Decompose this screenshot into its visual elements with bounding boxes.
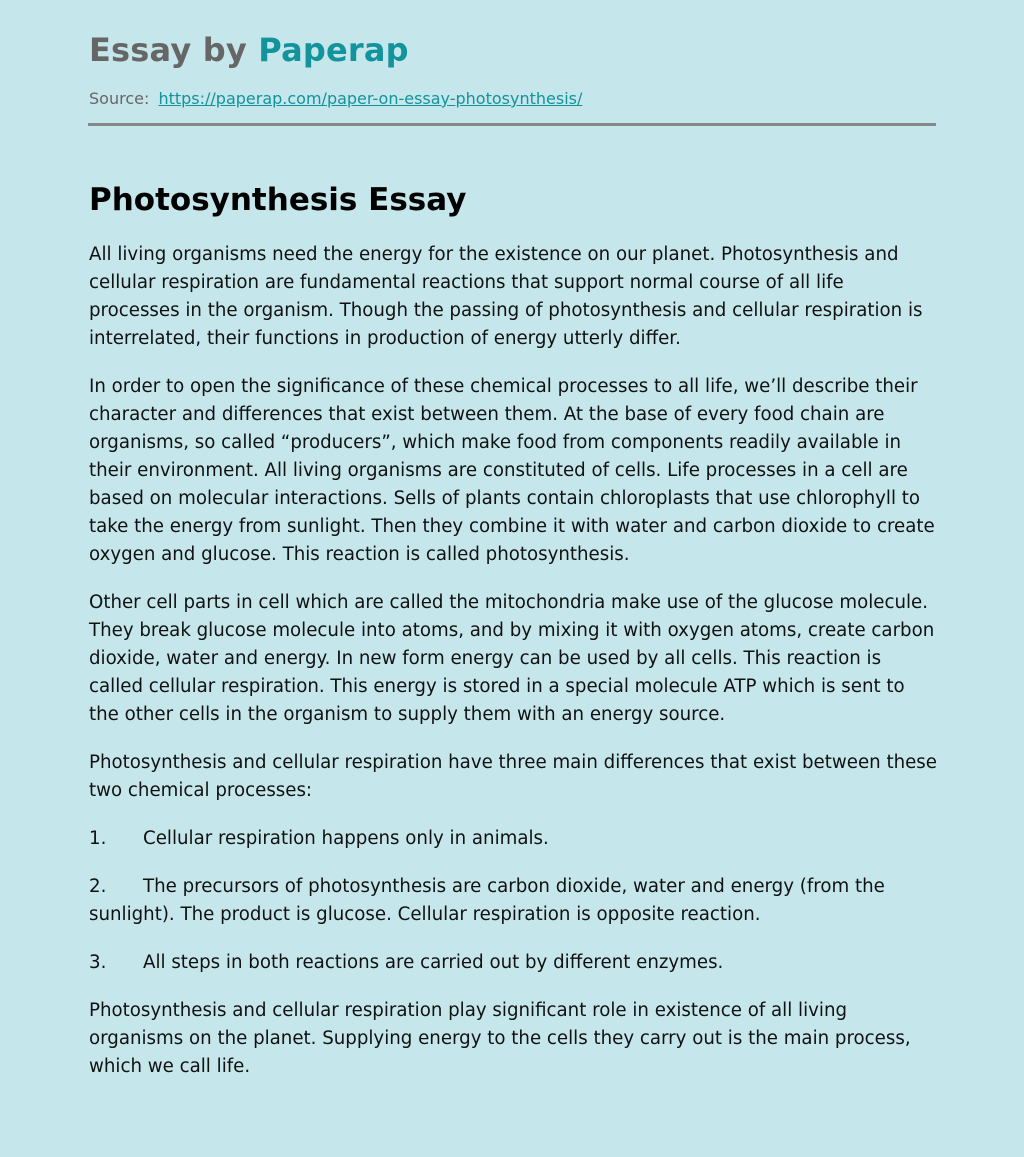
list-item bbox=[89, 873, 939, 929]
header-divider bbox=[88, 123, 936, 126]
conclusion-paragraph: Photosynthesis and cellular respiration play significant role in existence of all living organisms on the planet. Supplying energy to the cells they carry out is the main process, which we call life. bbox=[89, 1000, 911, 1077]
list-number: 3. bbox=[89, 952, 107, 973]
list-text: The precursors of photosynthesis are carbon dioxide, water and energy (from the sunlight). The product is glucose. Cellular respiration is opposite reaction. bbox=[89, 876, 885, 925]
list-text: Cellular respiration happens only in animals. bbox=[143, 828, 549, 849]
paragraph: In order to open the significance of these chemical processes to all life, we’ll describe their character and differences that exist between them. At the base of every food chain are organisms, so called “producers”, which make food from components readily available in their environment. All living organisms are constituted of cells. Life processes in a cell are based on molecular interactions. Sells of plants contain chloroplasts that use chlorophyll to take the energy from sunlight. Then they combine it with water and carbon dioxide to create oxygen and glucose. This reaction is called photosynthesis. bbox=[89, 376, 935, 565]
paragraph: All living organisms need the energy for the existence on our planet. Photosynthesis and cellular respiration are fundamental reactions that support normal course of all life processes in the organism. Though the passing of photosynthesis and cellular respiration is interrelated, their functions in production of energy utterly differ. bbox=[89, 244, 923, 349]
list-item bbox=[89, 825, 939, 853]
list-text: All steps in both reactions are carried out by different enzymes. bbox=[143, 952, 724, 973]
list-item bbox=[89, 949, 939, 977]
brand-prefix: Essay by bbox=[89, 31, 259, 69]
brand-name: Paperap bbox=[258, 31, 409, 69]
source-link[interactable]: https://paperap.com/paper-on-essay-photosynthesis/ bbox=[158, 89, 583, 108]
list-number: 1. bbox=[89, 828, 107, 849]
site-brand bbox=[89, 30, 409, 70]
source-line bbox=[89, 88, 582, 110]
source-label: Source: bbox=[89, 89, 150, 108]
article-title: Photosynthesis Essay bbox=[89, 182, 467, 218]
paragraph: Other cell parts in cell which are called the mitochondria make use of the glucose molecule. They break glucose molecule into atoms, and by mixing it with oxygen atoms, create carbon dioxide, water and energy. In new form energy can be used by all cells. This reaction is called cellular respiration. This energy is stored in a special molecule ATP which is sent to the other cells in the organism to supply them with an energy source. bbox=[89, 592, 935, 725]
paragraph: Photosynthesis and cellular respiration have three main differences that exist between these two chemical processes: bbox=[89, 752, 937, 801]
list-number: 2. bbox=[89, 876, 107, 897]
article-body bbox=[89, 241, 939, 1101]
